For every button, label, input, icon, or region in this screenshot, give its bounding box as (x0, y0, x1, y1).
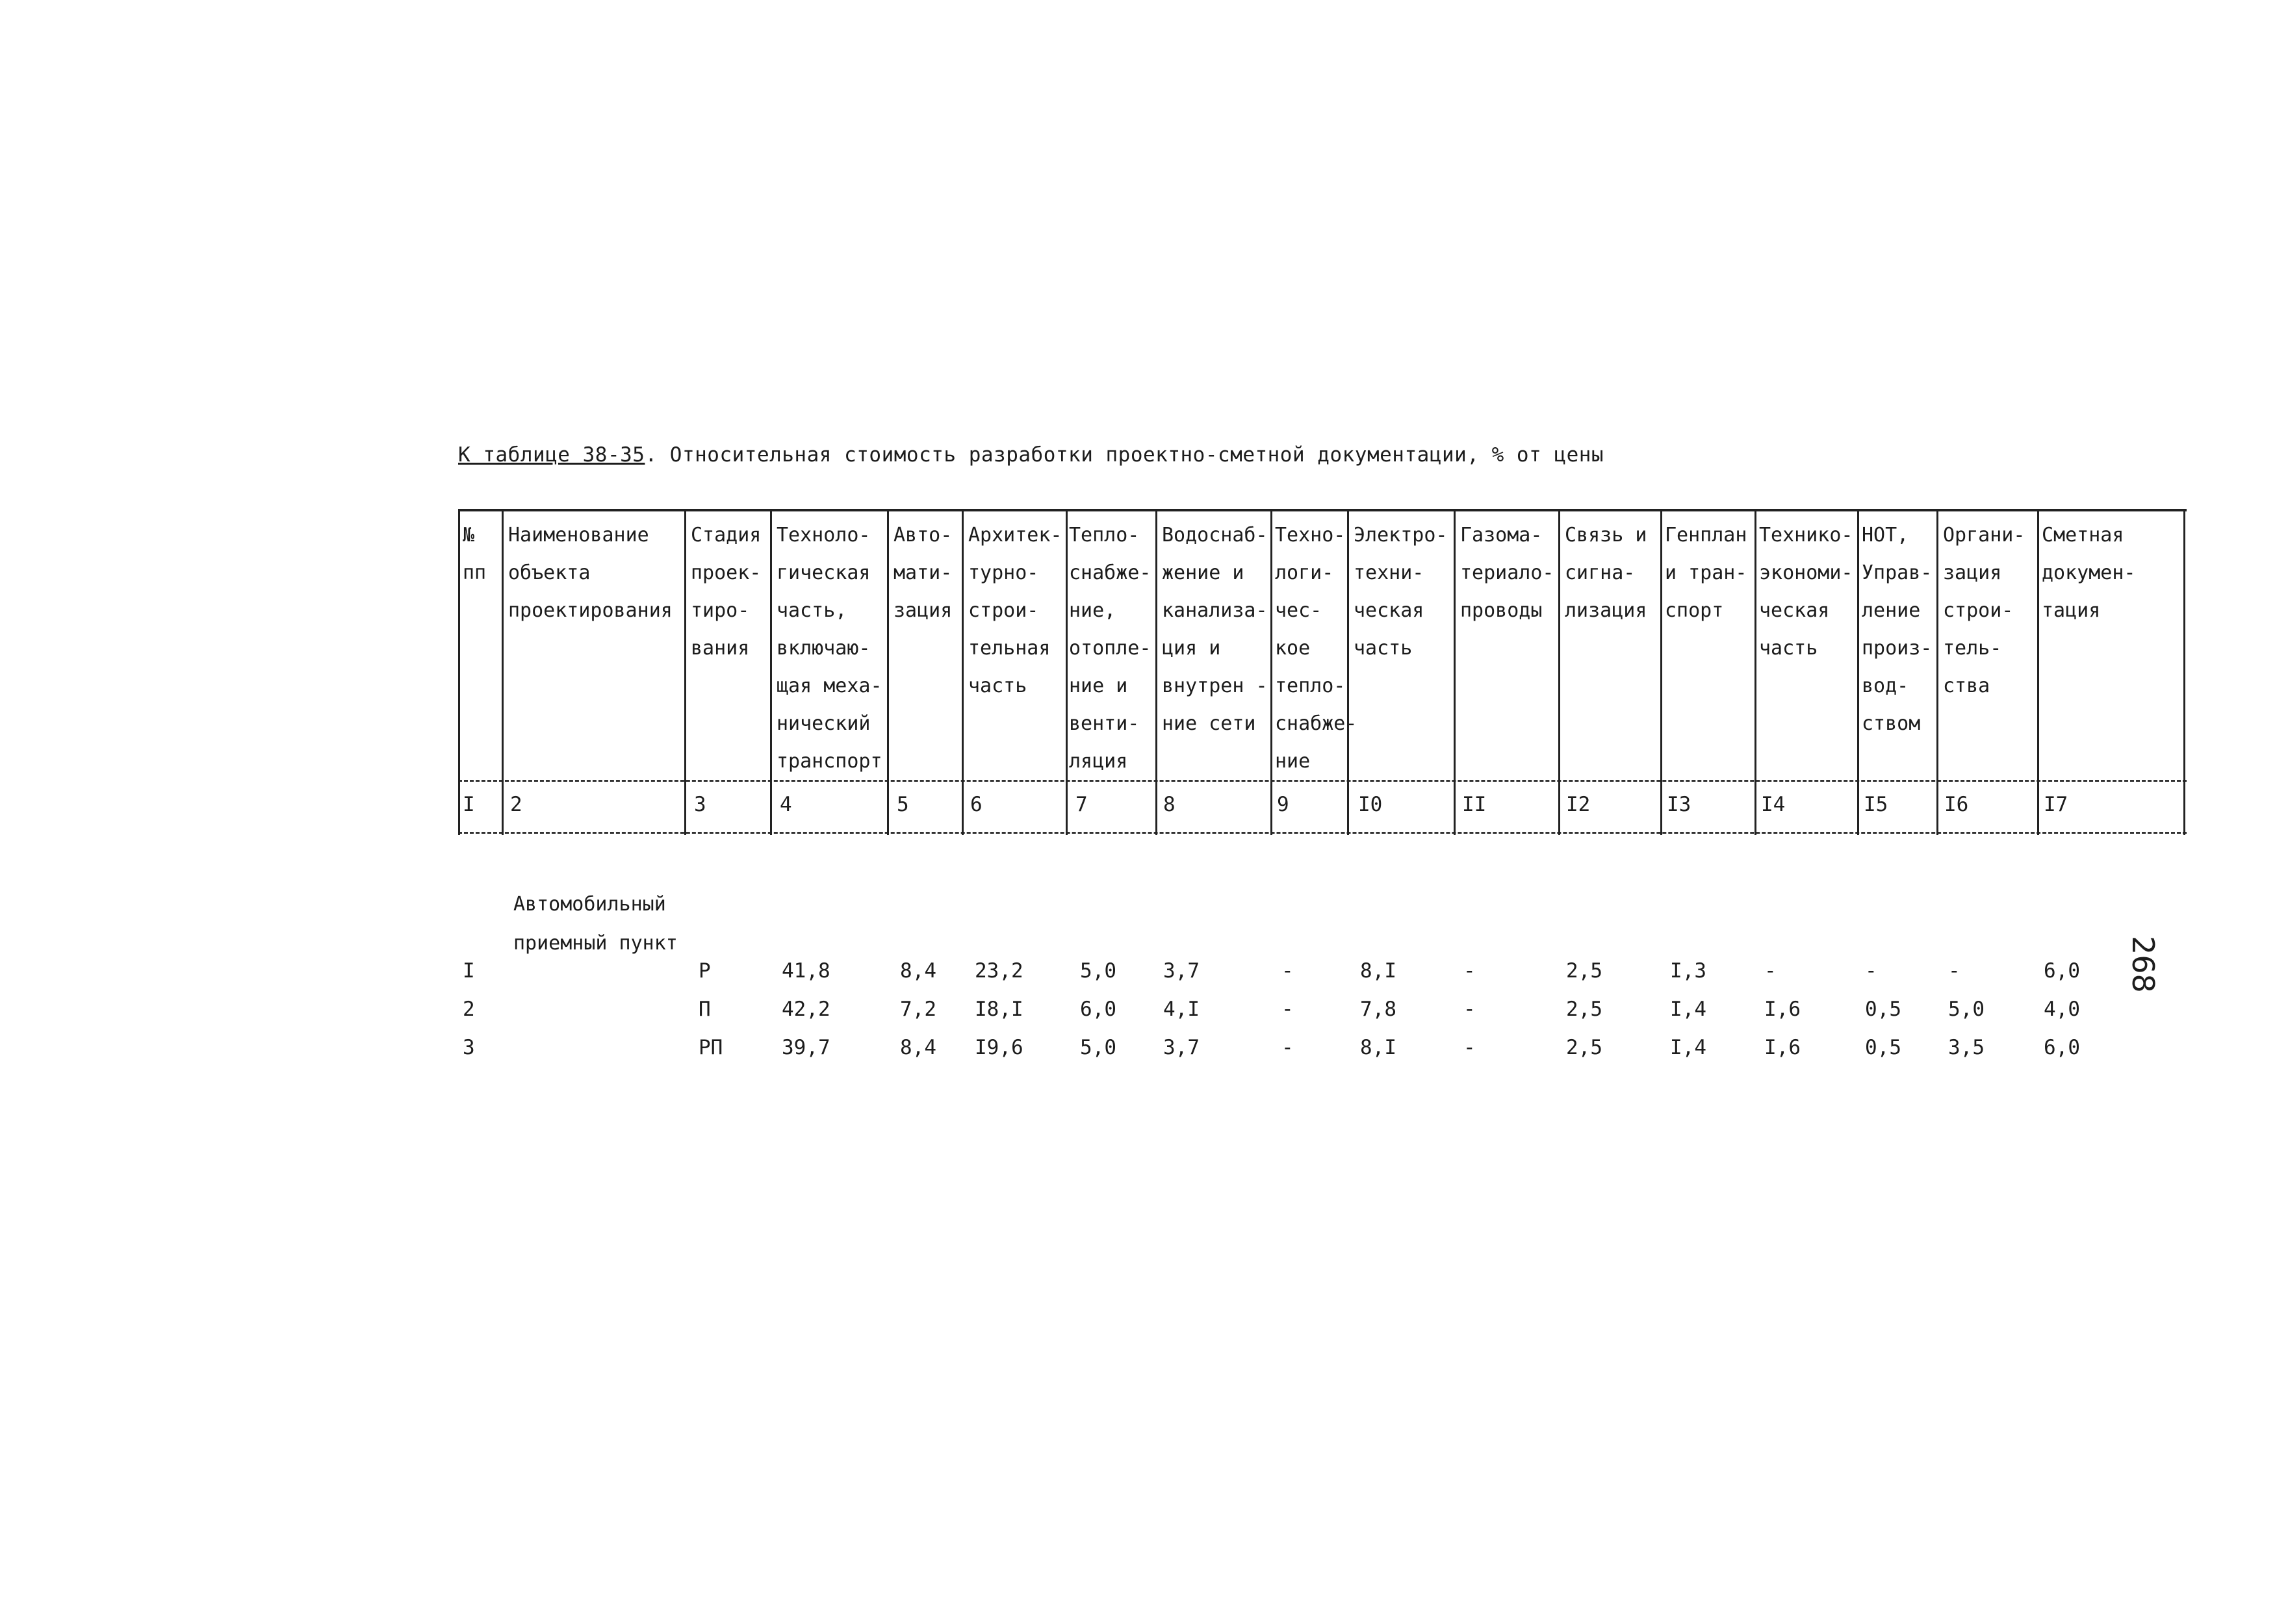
header-top-rule (458, 509, 2187, 511)
column-rule (1936, 510, 1938, 835)
cell-c14: I,6 (1764, 998, 1801, 1021)
column-rule (962, 510, 964, 835)
cell-c14: I,6 (1764, 1036, 1801, 1059)
column-number: 5 (897, 793, 909, 816)
object-name: Автомобильный приемный пункт (513, 893, 678, 955)
cell-c4: 39,7 (782, 1036, 830, 1059)
column-rule (887, 510, 889, 835)
column-rule (2183, 510, 2185, 835)
cell-c9: - (1281, 959, 1294, 983)
cell-c9: - (1281, 998, 1294, 1021)
cell-c6: 23,2 (975, 959, 1023, 983)
cell-c17: 6,0 (2044, 959, 2080, 983)
cell-c16: - (1948, 959, 1960, 983)
cell-c10: 8,I (1360, 959, 1396, 983)
column-rule (684, 510, 686, 835)
cell-c12: 2,5 (1566, 959, 1602, 983)
column-number: 9 (1277, 793, 1289, 816)
cell-c10: 7,8 (1360, 998, 1396, 1021)
header-col-12: Связь и сигна- лизация (1565, 524, 1647, 622)
column-rule (1857, 510, 1859, 835)
cell-c15: - (1865, 959, 1877, 983)
column-number: 4 (780, 793, 792, 816)
header-col-1: № пп (463, 524, 487, 584)
header-col-13: Генплан и тран- спорт (1665, 524, 1747, 622)
header-col-4: Техноло- гическая часть, включаю- щая меха- нический транспорт (777, 524, 882, 773)
column-number: I0 (1358, 793, 1383, 816)
header-col-16: Органи- зация строи- тель- ства (1943, 524, 2025, 697)
row-number: 3 (463, 1036, 475, 1059)
cell-c11: - (1463, 959, 1476, 983)
column-number: 7 (1075, 793, 1088, 816)
cell-c11: - (1463, 1036, 1476, 1059)
cell-stage: П (699, 998, 711, 1021)
page-number: 268 (2126, 936, 2161, 993)
header-col-10: Электро- техни- ческая часть (1354, 524, 1448, 660)
cell-c9: - (1281, 1036, 1294, 1059)
cell-c12: 2,5 (1566, 998, 1602, 1021)
column-rule (1755, 510, 1756, 835)
header-col-11: Газома- териало- проводы (1460, 524, 1554, 622)
cell-c13: I,4 (1670, 1036, 1706, 1059)
header-col-14: Технико- экономи- ческая часть (1759, 524, 1853, 660)
cell-c6: I9,6 (975, 1036, 1023, 1059)
cell-stage: Р (699, 959, 711, 983)
header-col-15: НОТ, Управ- ление произ- вод- ством (1862, 524, 1933, 735)
cell-c4: 42,2 (782, 998, 830, 1021)
column-rule (502, 510, 504, 835)
header-col-8: Водоснаб- жение и канализа- ция и внутрен - ние сети (1162, 524, 1268, 735)
column-number: I6 (1944, 793, 1969, 816)
column-rule (1270, 510, 1272, 835)
cell-stage: РП (699, 1036, 723, 1059)
column-rule (1660, 510, 1662, 835)
cell-c15: 0,5 (1865, 998, 1901, 1021)
column-rule (1558, 510, 1560, 835)
column-rule (2037, 510, 2039, 835)
column-rule (1066, 510, 1068, 835)
cell-c13: I,3 (1670, 959, 1706, 983)
column-rule (1454, 510, 1456, 835)
cell-c7: 6,0 (1080, 998, 1116, 1021)
cell-c12: 2,5 (1566, 1036, 1602, 1059)
header-col-7: Тепло- снабже- ние, отопле- ние и венти- ляция (1069, 524, 1151, 773)
header-col-9: Техно- логи- чес- кое тепло- снабже- ние (1275, 524, 1357, 773)
cell-c7: 5,0 (1080, 959, 1116, 983)
cell-c5: 8,4 (900, 959, 936, 983)
column-number: 2 (510, 793, 522, 816)
column-number: 6 (970, 793, 983, 816)
cell-c6: I8,I (975, 998, 1023, 1021)
column-rule (1155, 510, 1157, 835)
column-number: 8 (1163, 793, 1176, 816)
column-number: I2 (1566, 793, 1591, 816)
column-rule (458, 510, 460, 835)
header-col-3: Стадия проек- тиро- вания (691, 524, 762, 660)
column-rule (770, 510, 772, 835)
cell-c16: 3,5 (1948, 1036, 1985, 1059)
column-number: I3 (1667, 793, 1691, 816)
header-col-2: Наименование объекта проектирования (508, 524, 673, 622)
column-rule (1347, 510, 1349, 835)
column-number: I (463, 793, 475, 816)
cell-c4: 41,8 (782, 959, 830, 983)
cell-c17: 6,0 (2044, 1036, 2080, 1059)
header-col-6: Архитек- турно- строи- тельная часть (968, 524, 1062, 697)
table-caption: . Относительная стоимость разработки проектно-сметной документации, % от цены (645, 443, 1604, 467)
cell-c16: 5,0 (1948, 998, 1985, 1021)
cell-c7: 5,0 (1080, 1036, 1116, 1059)
header-col-17: Сметная докумен- тация (2042, 524, 2136, 622)
cell-c8: 3,7 (1163, 959, 1200, 983)
header-col-5: Авто- мати- зация (893, 524, 953, 622)
header-bottom-rule (458, 832, 2187, 834)
cell-c11: - (1463, 998, 1476, 1021)
cell-c15: 0,5 (1865, 1036, 1901, 1059)
row-number: I (463, 959, 475, 983)
cell-c5: 8,4 (900, 1036, 936, 1059)
row-number: 2 (463, 998, 475, 1021)
cell-c8: 4,I (1163, 998, 1200, 1021)
table-reference: К таблице 38-35 (458, 443, 645, 467)
cell-c17: 4,0 (2044, 998, 2080, 1021)
column-number: I5 (1864, 793, 1888, 816)
cell-c8: 3,7 (1163, 1036, 1200, 1059)
cell-c13: I,4 (1670, 998, 1706, 1021)
cell-c14: - (1764, 959, 1777, 983)
column-number: I4 (1761, 793, 1786, 816)
column-number: 3 (694, 793, 706, 816)
column-number: I7 (2044, 793, 2068, 816)
column-number: II (1462, 793, 1487, 816)
cell-c5: 7,2 (900, 998, 936, 1021)
cell-c10: 8,I (1360, 1036, 1396, 1059)
